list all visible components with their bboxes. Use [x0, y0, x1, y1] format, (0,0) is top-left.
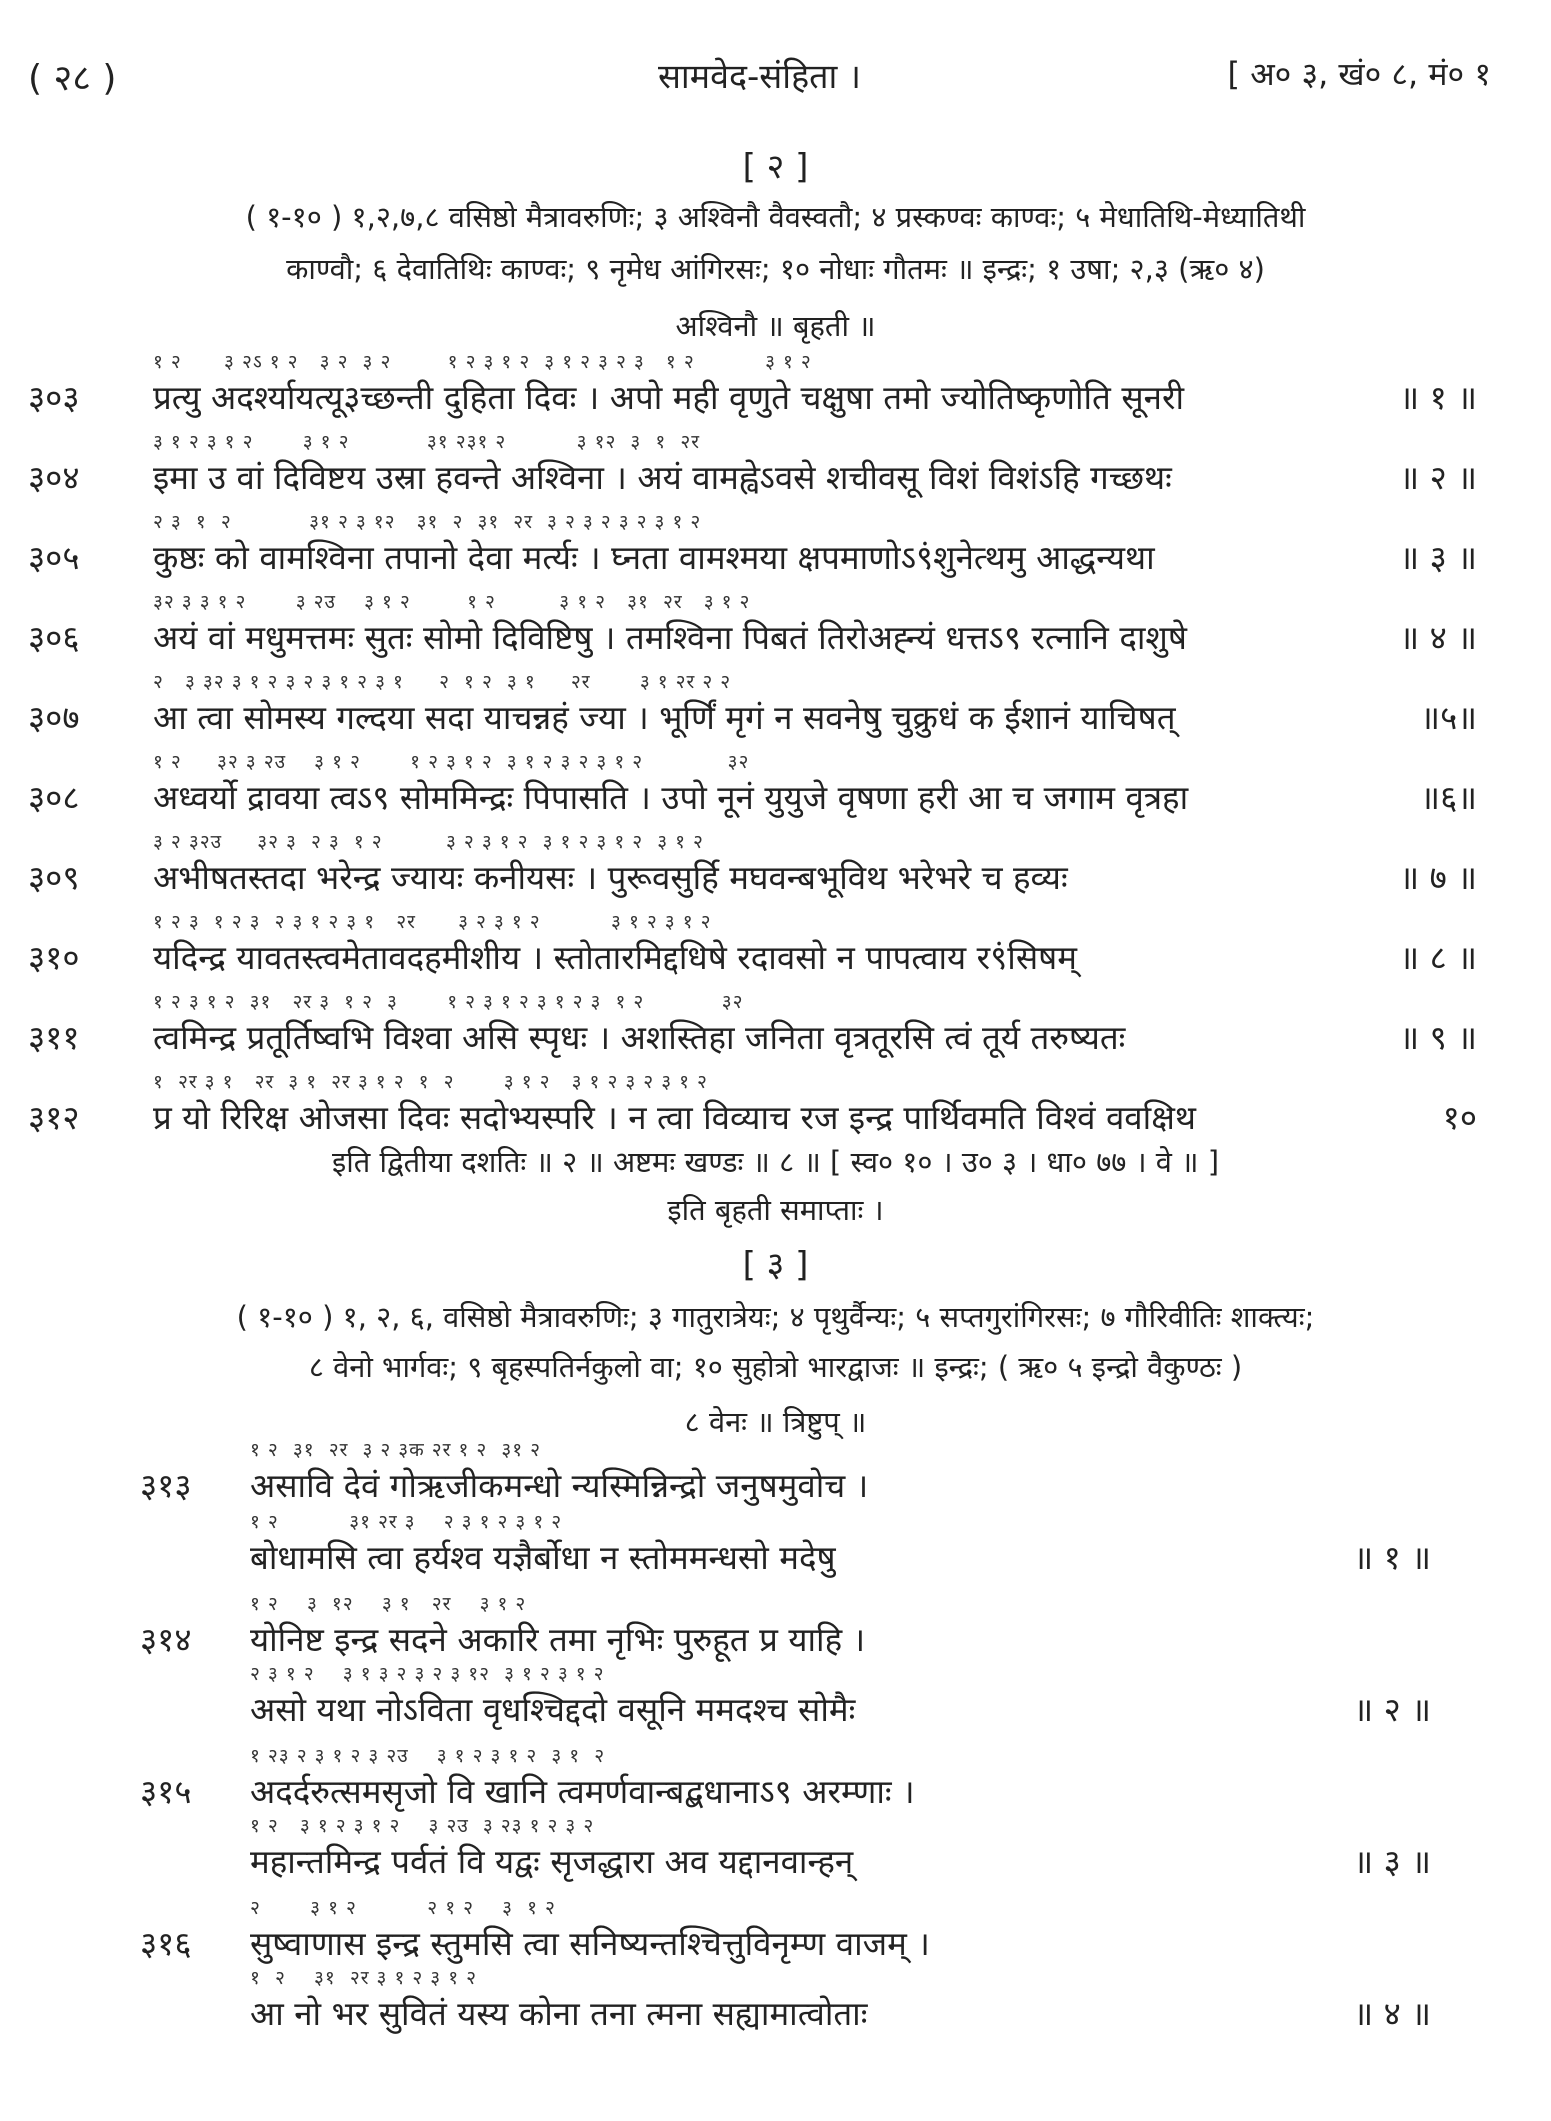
verse-number: ३०६: [28, 618, 80, 657]
accent-marks: १ २ ३ १ २ ३१ २र ३ १ २ ३ १ २ ३ १ २ ३ १ २ ३ १ २ ३२: [153, 991, 744, 1013]
meter-heading: अश्विनौ ॥ बृहती ॥: [675, 309, 876, 343]
verse-number: ३०३: [28, 378, 80, 417]
accent-marks: १ २ ३१ २र ३ १ २ ३ १ २: [250, 1967, 478, 1989]
verse-number: ३०४: [28, 458, 80, 497]
section-number: [ २ ]: [742, 147, 809, 187]
reference: [ अ० ३, खं० ८, मं० १: [1227, 55, 1491, 93]
verse-text: अयं वां मधुमत्तमः सुतः सोमो दिविष्टिषु । तमश्विना पिबतं तिरोअह्न्यं धत्तऽ९ रत्नानि दाशुषे: [153, 618, 1187, 657]
verse-number: ३११: [28, 1018, 80, 1057]
verse-end: ॥ २ ॥: [1399, 458, 1477, 497]
verse-end: ॥ ७ ॥: [1399, 858, 1477, 897]
verse-end: ॥ ८ ॥: [1399, 938, 1477, 977]
verse-number: ३१६: [140, 1924, 192, 1963]
page-header: [28, 52, 1491, 102]
verse-text: इमा उ वां दिविष्टय उस्रा हवन्ते अश्विना । अयं वामह्वेऽवसे शचीवसू विशं विशंऽहि गच्छथः: [153, 458, 1172, 497]
accent-marks: १ २ ३ १२ ३ १ २र ३ १ २: [250, 1593, 527, 1615]
verse-text: अध्वर्यो द्रावया त्वऽ९ सोममिन्द्रः पिपासति । उपो नूनं युयुजे वृषणा हरी आ च जगाम वृत्रहा: [153, 778, 1189, 817]
verse-number: ३१३: [140, 1466, 192, 1505]
verse-text: असो यथा नोऽविता वृधश्चिद्ददो वसूनि ममदश्च सोमैः: [250, 1690, 856, 1729]
accent-marks: १ २ ३ १ २ ३ १ २ ३ २उ ३ २३ १ २ ३ २: [250, 1815, 595, 1837]
accent-marks: ३ १ २ ३ १ २ ३ १ २ ३१ २३१ २ ३ १२ ३ १ २र: [153, 431, 700, 453]
verse-end: ॥ ४ ॥: [1353, 1994, 1431, 2033]
credits-line: ८ वेनो भार्गवः; ९ बृहस्पतिर्नकुलो वा; १० सुहोत्रो भारद्वाजः ॥ इन्द्रः; ( ऋ० ५ इन्द्रो वैकुण्ठः ): [308, 1350, 1243, 1384]
section-footer: इति द्वितीया दशतिः ॥ २ ॥ अष्टमः खण्डः ॥ ८ ॥ [ स्व० १० । उ० ३ । धा० ७७ । वे ॥ ]: [331, 1145, 1220, 1179]
accent-marks: १ २ ३ २ऽ १ २ ३ २ ३ २ १ २ ३ १ २ ३ १ २ ३ २ ३ १ २ ३ १ २: [153, 351, 812, 373]
verse-end: ॥ ३ ॥: [1399, 538, 1477, 577]
verse-text: महान्तमिन्द्र पर्वतं वि यद्वः सृजद्धारा अव यद्दानवान्हन्: [250, 1842, 854, 1881]
verse-text: सुष्वाणास इन्द्र स्तुमसि त्वा सनिष्यन्तश्चित्तुविनृम्ण वाजम् ।: [250, 1924, 930, 1963]
verse-text: आ नो भर सुवितं यस्य कोना तना त्मना सह्यामात्वोताः: [250, 1994, 868, 2033]
verse-text: अदर्दरुत्समसृजो वि खानि त्वमर्णवान्बद्बधानाऽ९ अरम्णाः ।: [250, 1772, 915, 1811]
accent-marks: १ २३ २ ३ १ २ ३ २उ ३ १ २ ३ १ २ ३ १ २: [250, 1745, 606, 1767]
accent-marks: १ २ ३१ २र ३ २ ३ १ २ ३ १ २: [250, 1511, 563, 1533]
verse-end: ॥५॥: [1420, 698, 1477, 737]
verse-text: कुष्ठः को वामश्विना तपानो देवा मर्त्यः । घ्नता वामश्मया क्षपमाणोऽ९ंशुनेत्थमु आद्धन्यथा: [153, 538, 1155, 577]
verse-end: ॥ १ ॥: [1399, 378, 1477, 417]
accent-marks: २ ३ १ २ २ १ २ ३ १ २: [250, 1897, 556, 1919]
verse-text: प्रत्यु अदर्श्यायत्यू३च्छन्ती दुहिता दिवः । अपो मही वृणुते चक्षुषा तमो ज्योतिष्कृणोति सूनरी: [153, 378, 1185, 417]
verse-number: ३०५: [28, 538, 80, 577]
verse-end: १०: [1442, 1098, 1477, 1137]
verse-number: ३१४: [140, 1620, 192, 1659]
credits-line: ( १-१० ) १, २, ६, वसिष्ठो मैत्रावरुणिः; ३ गातुरात्रेयः; ४ पृथुर्वैन्यः; ५ सप्तगुरांगिरसः; ७ गौरिवीतिः शाक्त्यः;: [236, 1300, 1315, 1334]
verse-end: ॥ ९ ॥: [1399, 1018, 1477, 1057]
accent-marks: ३२ ३ ३ १ २ ३ २उ ३ १ २ १ २ ३ १ २ ३१ २र ३ १ २: [153, 591, 751, 613]
verse-number: ३१०: [28, 938, 80, 977]
accent-marks: २ ३ १ २ ३ १ ३ २ ३ २ ३ १२ ३ १ २ ३ १ २: [250, 1663, 605, 1685]
verse-text: अभीषतस्तदा भरेन्द्र ज्यायः कनीयसः । पुरूवसुर्हि मघवन्बभूविथ भरेभरे च हव्यः: [153, 858, 1068, 897]
accent-marks: २ ३ ३२ ३ १ २ ३ २ ३ १ २ ३ १ २ १ २ ३ १ २र ३ १ २र २ २: [153, 671, 732, 693]
page-title: सामवेद-संहिता ।: [657, 57, 862, 97]
page-number: ( २८ ): [28, 58, 117, 99]
accent-marks: १ २र ३ १ २र ३ १ २र ३ १ २ १ २ ३ १ २ ३ १ २ ३ २ ३ १ २: [153, 1071, 708, 1093]
verse-end: ॥६॥: [1420, 778, 1477, 817]
verse-number: ३१२: [28, 1098, 80, 1137]
accent-marks: १ २ ३२ ३ २उ ३ १ २ १ २ ३ १ २ ३ १ २ ३ २ ३ १ २ ३२: [153, 751, 750, 773]
verse-number: ३०८: [28, 778, 80, 817]
verse-end: ॥ ३ ॥: [1353, 1842, 1431, 1881]
section-number: [ ३ ]: [742, 1245, 809, 1285]
verse-text: आ त्वा सोमस्य गल्दया सदा याचन्नहं ज्या । भूर्णिं मृगं न सवनेषु चुक्रुधं क ईशानं याचिषत्: [153, 698, 1176, 737]
verse-text: योनिष्ट इन्द्र सदने अकारि तमा नृभिः पुरुहूत प्र याहि ।: [250, 1620, 866, 1659]
accent-marks: १ २ ३ १ २ ३ २ ३ १ २ ३ १ २र ३ २ ३ १ २ ३ १ २ ३ १ २: [153, 911, 712, 933]
verse-text: त्वमिन्द्र प्रतूर्तिष्वभि विश्वा असि स्पृधः । अशस्तिहा जनिता वृत्रतूरसि त्वं तूर्य तरुष्यतः: [153, 1018, 1126, 1057]
section-end-note: इति बृहती समाप्ताः ।: [667, 1193, 884, 1227]
accent-marks: ३ २ ३२उ ३२ ३ २ ३ १ २ ३ २ ३ १ २ ३ १ २ ३ १ २ ३ १ २: [153, 831, 704, 853]
verse-number: ३०७: [28, 698, 80, 737]
verse-end: ॥ ४ ॥: [1399, 618, 1477, 657]
verse-end: ॥ २ ॥: [1353, 1690, 1431, 1729]
credits-line: काण्वौ; ६ देवातिथिः काण्वः; ९ नृमेध आंगिरसः; १० नोधाः गौतमः ॥ इन्द्रः; १ उषा; २,३ (ऋ० ४): [286, 252, 1265, 286]
meter-heading: ८ वेनः ॥ त्रिष्टुप् ॥: [684, 1405, 867, 1439]
verse-text: प्र यो रिरिक्ष ओजसा दिवः सदोभ्यस्परि । न त्वा विव्याच रज इन्द्र पार्थिवमति विश्वं ववक्षिथ: [153, 1098, 1196, 1137]
verse-number: ३०९: [28, 858, 80, 897]
accent-marks: २ ३ १ २ ३१ २ ३ १२ ३१ २ ३१ २र ३ २ ३ २ ३ २ ३ १ २: [153, 511, 702, 533]
verse-text: यदिन्द्र यावतस्त्वमेतावदहमीशीय । स्तोतारमिद्दधिषे रदावसो न पापत्वाय र९ंसिषम्: [153, 938, 1077, 977]
verse-text: असावि देवं गोऋजीकमन्धो न्यस्मिन्निन्द्रो जनुषमुवोच ।: [250, 1466, 869, 1505]
verse-text: बोधामसि त्वा हर्यश्व यज्ञैर्बोधा न स्तोममन्धसो मदेषु: [250, 1538, 836, 1577]
credits-line: ( १-१० ) १,२,७,८ वसिष्ठो मैत्रावरुणिः; ३ अश्विनौ वैवस्वतौ; ४ प्रस्कण्वः काण्वः; ५ मेधातिथि-मेध्यातिथी: [245, 200, 1306, 234]
accent-marks: १ २ ३१ २र ३ २ ३क २र १ २ ३१ २: [250, 1439, 542, 1461]
verse-number: ३१५: [140, 1772, 192, 1811]
verse-end: ॥ १ ॥: [1353, 1538, 1431, 1577]
